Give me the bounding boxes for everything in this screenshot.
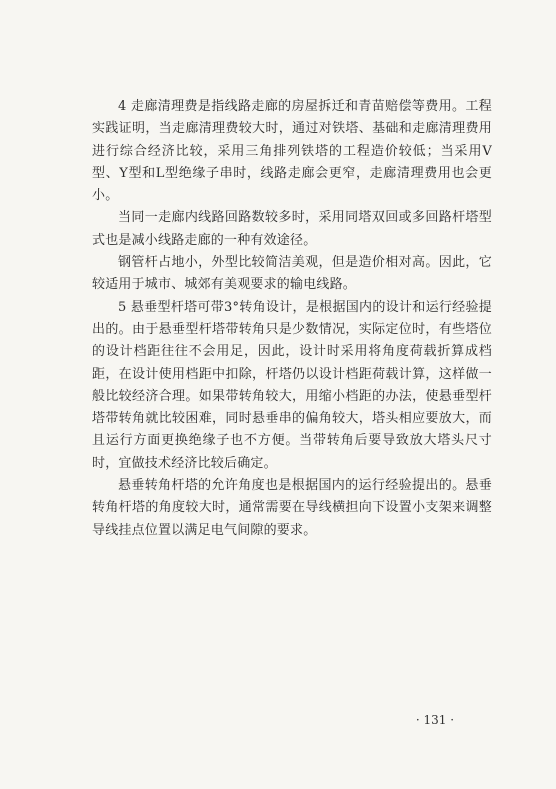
paragraph-corridor-clearance: 4 走廊清理费是指线路走廊的房屋拆迁和青苗赔偿等费用。工程实践证明，当走廊清理费较大时，通过对铁塔、基础和走廊清理费用进行综合经济比较，采用三角排列铁塔的工程造价较低；当采用V型、Y型和L型绝缘子串时，线路走廊会更窄，走廊清理费用也会更小。 [92, 99, 492, 204]
paragraph-double-circuit: 当同一走廊内线路回路数较多时，采用同塔双回或多回路杆塔型式也是减小线路走廊的一种有效途径。 [92, 210, 492, 248]
paragraph-suspension-angle-tower: 悬垂转角杆塔的允许角度也是根据国内的运行经验提出的。悬垂转角杆塔的角度较大时，通常需要在导线横担向下设置小支架来调整导线挂点位置以满足电气间隙的要求。 [92, 478, 492, 538]
paragraph-suspension-tower-angle: 5 悬垂型杆塔可带3°转角设计，是根据国内的设计和运行经验提出的。由于悬垂型杆塔带转角只是少数情况，实际定位时，有些塔位的设计档距往往不会用足，因此，设计时采用将角度荷载折算成档距，在设计使用档距中扣除，杆塔仍以设计档距荷载计算，这样做一般比较经济合理。如果带转角较大，用缩小档距的办法，使悬垂型杆塔带转角就比较困难，同时悬垂串的偏角较大，塔头相应要放大，而且运行方面更换绝缘子也不方便。当带转角后要导致放大塔头尺寸时，宜做技术经济比较后确定。 [92, 299, 492, 471]
paragraph-steel-pole: 钢管杆占地小，外型比较简洁美观，但是造价相对高。因此，它较适用于城市、城郊有美观要求的输电线路。 [92, 255, 492, 293]
page-body [92, 96, 492, 542]
page-number: · 131 · [415, 713, 455, 727]
